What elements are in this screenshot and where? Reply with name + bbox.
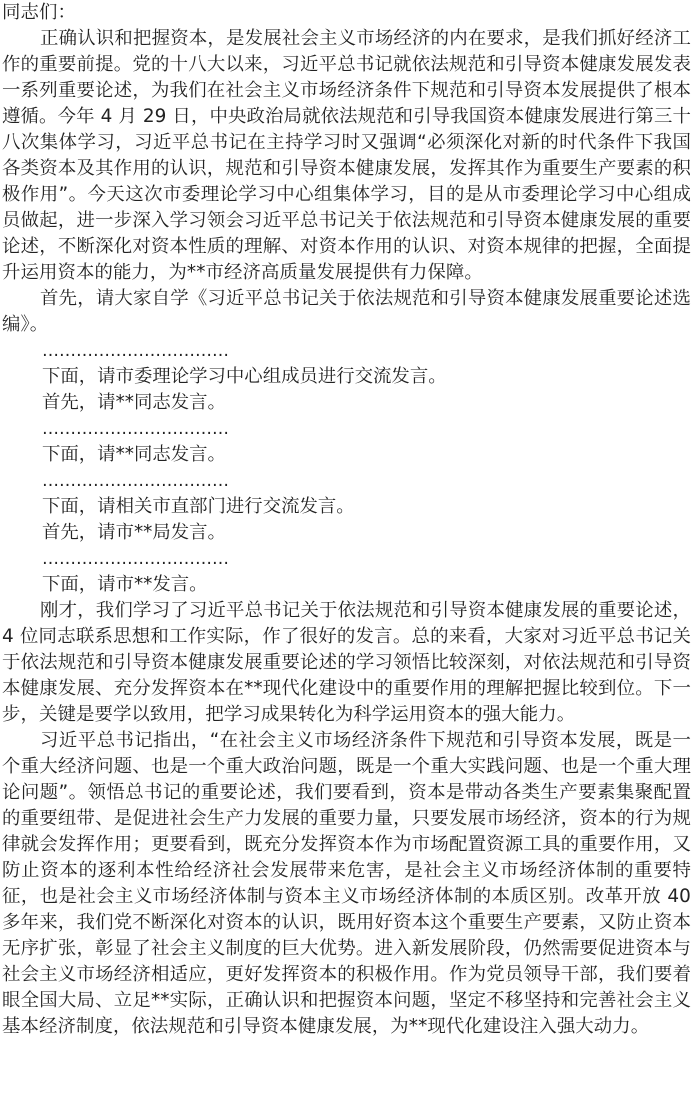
paragraph-self-study: 首先，请大家自学《习近平总书记关于依法规范和引导资本健康发展重要论述选编》。 xyxy=(2,288,691,335)
salutation: 同志们： xyxy=(2,2,76,23)
speech-line: 首先，请市**局发言。 xyxy=(42,522,226,543)
ellipsis-separator: …………………………… xyxy=(42,471,229,491)
ellipsis-separator: …………………………… xyxy=(42,341,229,361)
paragraph-summary: 刚才，我们学习了习近平总书记关于依法规范和引导资本健康发展的重要论述，4 位同志联系思想和工作实际，作了很好的发言。总的来看，大家对习近平总书记关于依法规范和引导资本健康发展重要论述的学习领悟比较深刻，对依法规范和引导资本健康发展、充分发挥资本在**现代化建设中的重要作用的理解把握比较到位。下一步，关键是要学以致用，把学习成果转化为科学运用资本的强大能力。 xyxy=(2,600,691,725)
speech-line: 下面，请相关市直部门进行交流发言。 xyxy=(42,496,355,517)
speech-line: 下面，请市**发言。 xyxy=(42,574,208,595)
paragraph-quote: 习近平总书记指出，“在社会主义市场经济条件下规范和引导资本发展，既是一个重大经济问题、也是一个重大政治问题，既是一个重大实践问题、也是一个重大理论问题”。领悟总书记的重要论述，我们要看到，资本是带动各类生产要素集聚配置的重要纽带、是促进社会生产力发展的重要力量，只要发展市场经济，资本的行为规律就会发挥作用；更要看到，既充分发挥资本作为市场配置资源工具的重要作用，又防止资本的逐利本性给经济社会发展带来危害，是社会主义市场经济体制的重要特征，也是社会主义市场经济体制与资本主义市场经济体制的本质区别。改革开放 40 多年来，我们党不断深化对资本的认识，既用好资本这个重要生产要素，又防止资本无序扩张，彰显了社会主义制度的巨大优势。进入新发展阶段，仍然需要促进资本与社会主义市场经济相适应，更好发挥资本的积极作用。作为党员领导干部，我们要着眼全国大局、立足**实际，正确认识和把握资本问题，坚定不移坚持和完善社会主义基本经济制度，依法规范和引导资本健康发展，为**现代化建设注入强大动力。 xyxy=(2,730,691,1037)
speech-line: 下面，请**同志发言。 xyxy=(42,444,226,465)
speech-line: 下面，请市委理论学习中心组成员进行交流发言。 xyxy=(42,366,447,387)
ellipsis-separator: …………………………… xyxy=(42,549,229,569)
ellipsis-separator: …………………………… xyxy=(42,419,229,439)
speech-line: 首先，请**同志发言。 xyxy=(42,392,226,413)
paragraph-opening: 正确认识和把握资本，是发展社会主义市场经济的内在要求，是我们抓好经济工作的重要前提。党的十八大以来，习近平总书记就依法规范和引导资本健康发展发表一系列重要论述，为我们在社会主义市场经济条件下规范和引导资本发展提供了根本遵循。今年 4 月 29 日，中央政治局就依法规范和引导我国资本健康发展进行第三十八次集体学习，习近平总书记在主持学习时又强调“必须深化对新的时代条件下我国各类资本及其作用的认识，规范和引导资本健康发展，发挥其作为重要生产要素的积极作用”。今天这次市委理论学习中心组集体学习，目的是从市委理论学习中心组成员做起，进一步深入学习领会习近平总书记关于依法规范和引导资本健康发展的重要论述，不断深化对资本性质的理解、对资本作用的认识、对资本规律的把握，全面提升运用资本的能力，为**市经济高质量发展提供有力保障。 xyxy=(2,28,691,283)
